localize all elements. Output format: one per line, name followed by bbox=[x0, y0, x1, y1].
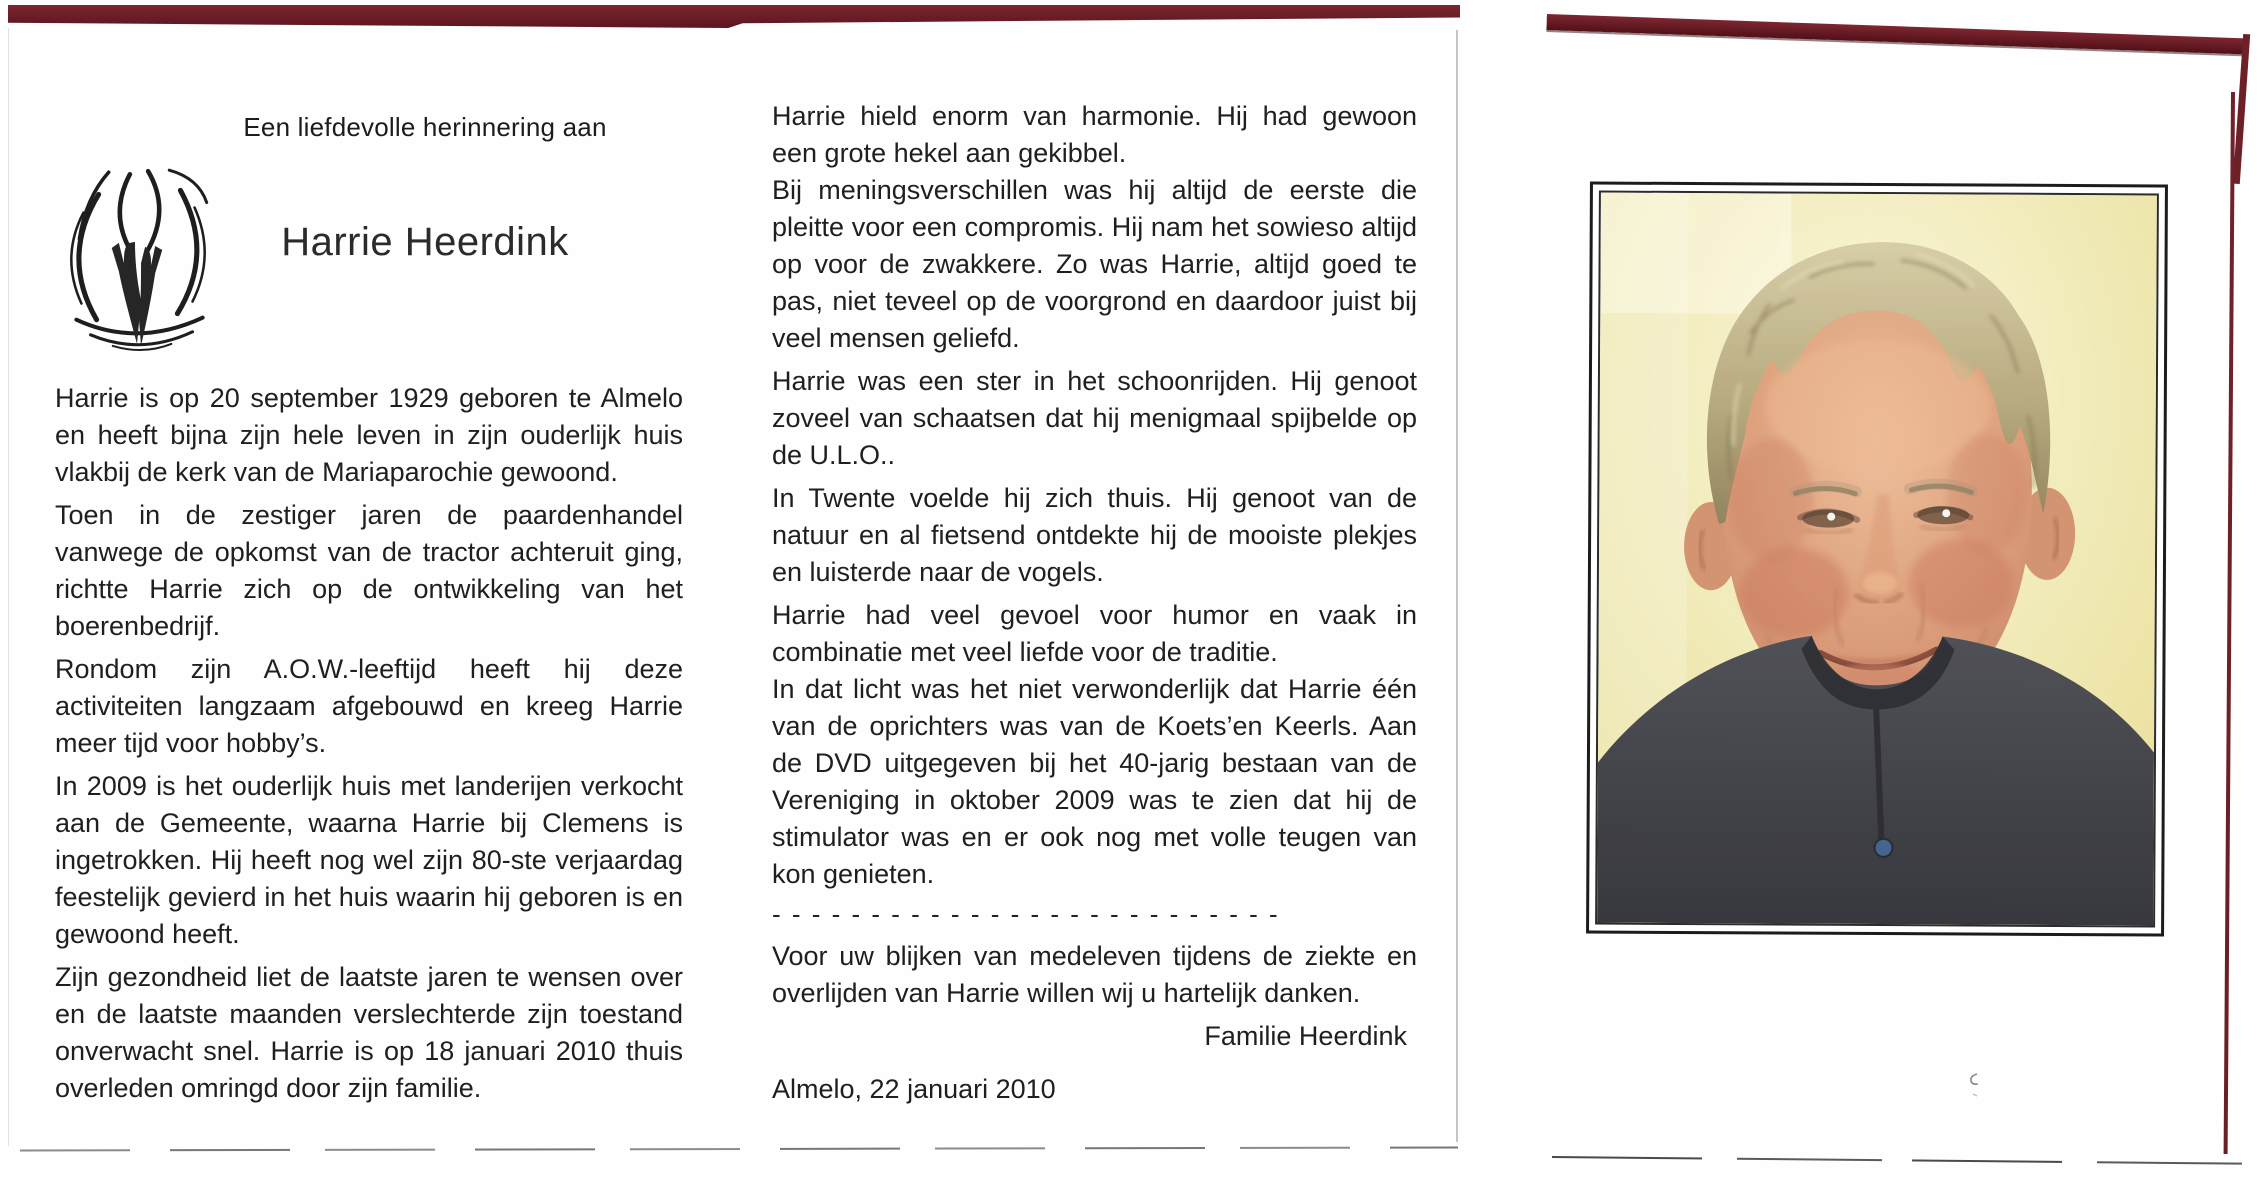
cover-edge-top-band-right bbox=[1546, 14, 2248, 54]
paragraph: In Twente voelde hij zich thuis. Hij genoot van de natuur en al fietsend ontdekte hij de mooiste plekjes en luisterde naar de vogels. bbox=[772, 483, 1417, 587]
paragraph: Toen in de zestiger jaren de paardenhandel vanwege de opkomst van de tractor achteruit ging, richtte Harrie zich op de ontwikkeling van het boerenbedrijf. bbox=[55, 500, 683, 641]
paragraph: In 2009 is het ouderlijk huis met landerijen verkocht aan de Gemeente, waarna Harrie bij Clemens is ingetrokken. Hij heeft nog wel zijn 80-ste verjaardag feestelijk gevierd in het huis waarin hij geboren is en gewoond heeft. bbox=[55, 771, 683, 949]
hands-emblem-icon bbox=[52, 150, 224, 352]
cover-edge-top-band bbox=[8, 5, 1460, 29]
acknowledgement-text: Voor uw blijken van medeleven tijdens de ziekte en overlijden van Harrie willen wij u hartelijk danken. bbox=[772, 941, 1417, 1008]
spread-bottom-edge bbox=[20, 1146, 1458, 1151]
paragraph: Zijn gezondheid liet de laatste jaren te wensen over en de laatste maanden verslechterde zijn toestand onverwacht snel. Harrie is op 18 januari 2010 thuis overleden omringd door zijn familie. bbox=[55, 962, 683, 1103]
paragraph: Harrie is op 20 september 1929 geboren te Almelo en heeft bijna zijn hele leven in zijn ouderlijk huis vlakbij de kerk van de Mariaparochie gewoond. bbox=[55, 383, 683, 487]
paragraph: Harrie was een ster in het schoonrijden. Hij genoot zoveel van schaatsen dat hij menigmaal spijbelde op de U.L.O.. bbox=[772, 366, 1417, 470]
paragraph: Harrie had veel gevoel voor humor en vaak in combinatie met veel liefde voor de traditie. bbox=[772, 600, 1417, 667]
memorial-title: Harrie Heerdink bbox=[281, 220, 569, 264]
cover-edge-right bbox=[2224, 92, 2235, 1154]
family-signature: Familie Heerdink bbox=[1204, 1021, 1407, 1051]
photo-frame-inner-border bbox=[1595, 191, 2159, 928]
scan-speck bbox=[1964, 1070, 1984, 1100]
memorial-header: Een liefdevolle herinnering aan bbox=[243, 112, 607, 142]
cover-corner-wedge bbox=[2233, 34, 2250, 184]
dateline: Almelo, 22 januari 2010 bbox=[772, 1074, 1056, 1104]
paragraph: Bij meningsverschillen was hij altijd de eerste die pleitte voor een compromis. Hij nam het sowieso altijd op voor de zwakkere. Zo was Harrie, altijd goed te pas, niet teveel op de voorgrond en daardoor juist bij veel mensen geliefd. bbox=[772, 175, 1417, 353]
spread-left-edge bbox=[8, 28, 9, 1146]
portrait-photo bbox=[1597, 193, 2157, 926]
paragraph: Harrie hield enorm van harmonie. Hij had gewoon een grote hekel aan gekibbel. bbox=[772, 101, 1417, 168]
card-bottom-edge bbox=[1552, 1156, 2242, 1165]
text-column-2 bbox=[772, 98, 1417, 1108]
photo-frame bbox=[1586, 181, 2168, 936]
text-column-1 bbox=[55, 380, 683, 1113]
paragraph: In dat licht was het niet verwonderlijk dat Harrie één van de oprichters was van de Koets’en Keerls. Aan de DVD uitgegeven bij het 40-jarig bestaan van de Vereniging in oktober 2009 was te zien dat hij de stimulator was en er ook nog met volle teugen van kon genieten. bbox=[772, 674, 1417, 889]
paragraph: Rondom zijn A.O.W.-leeftijd heeft hij deze activiteiten langzaam afgebouwd en kreeg Harrie meer tijd voor hobby’s. bbox=[55, 654, 683, 758]
spread-right-edge bbox=[1456, 30, 1458, 1142]
dashed-separator: - - - - - - - - - - - - - - - - - - - - - - - - - - bbox=[772, 899, 1280, 929]
